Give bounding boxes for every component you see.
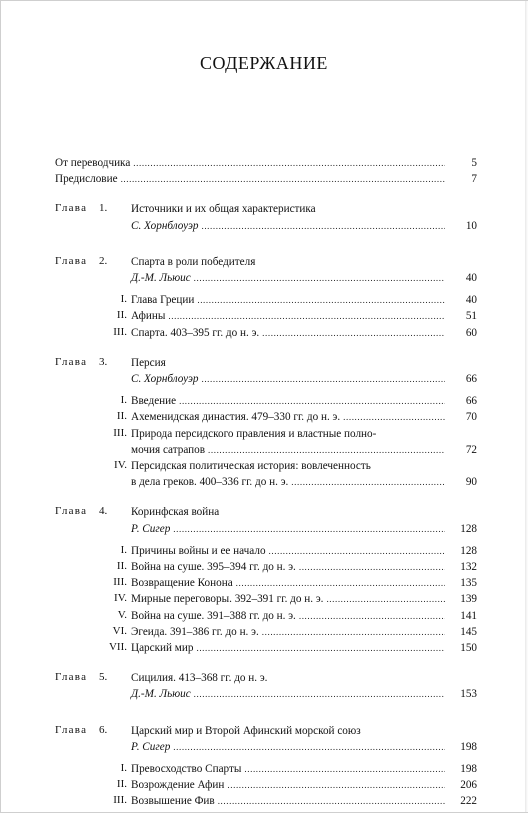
section-entry [131,778,477,792]
section-entry [131,625,477,639]
leader-dots [173,740,445,754]
chapter-number: 2. [99,254,108,267]
chapter-number: 5. [99,671,108,684]
page-number: 51 [465,310,477,323]
section-numeral: VII. [108,641,127,653]
section-entry-text: Война на суше. 391–388 гг. до н. э. [131,609,296,622]
chapter-label: Глава [55,355,88,368]
section-numeral: III. [113,426,127,439]
page-number: 198 [460,763,477,775]
chapter-label: Глава [55,505,88,518]
section-entry [131,410,477,424]
section-numeral: III. [113,576,127,589]
chapter-title: Сицилия. 413–368 гг. до н. э. [131,672,268,685]
section-numeral: VI. [112,624,127,637]
chapter-label: Глава [55,202,88,215]
chapter-number: 3. [99,355,108,368]
leader-dots [194,687,445,701]
chapter-author-text: С. Хорнблоуэр [131,373,199,385]
section-numeral: II. [116,410,127,423]
section-entry-text: мочия сатрапов [131,443,206,456]
section-entry [131,576,477,590]
leader-dots [291,475,445,489]
section-entry-line: Природа персидского правления и властные полно- [131,427,377,440]
section-numeral: I. [120,543,127,556]
page-number: 153 [460,688,477,701]
chapter-author [131,271,477,285]
page-number: 72 [465,443,477,456]
leader-dots [227,778,445,792]
page-number: 60 [465,326,477,339]
section-entry-text: Введение [131,395,177,408]
section-entry [131,641,477,655]
section-numeral: IV. [114,459,127,471]
page-number: 128 [460,544,477,557]
chapter-author-text: Р. Сигер [131,740,171,753]
page-number: 10 [465,219,477,232]
section-numeral: III. [113,325,127,338]
section-entry [131,609,477,623]
leader-dots [179,394,445,408]
leader-dots [326,592,445,606]
leader-dots [343,410,445,424]
page-number: 90 [465,476,477,489]
chapter-author [131,372,477,386]
chapter-title: Царский мир и Второй Афинский морской союз [131,724,361,737]
section-entry [131,794,477,808]
section-entry-text: Возрождение Афин [131,779,225,792]
section-numeral: III. [113,794,127,807]
section-entry-text: Мирные переговоры. 392–391 гг. до н. э. [131,593,324,606]
page-number: 132 [460,561,477,573]
leader-dots [201,219,445,233]
leader-dots [201,372,445,386]
chapter-author-text: Р. Сигер [131,522,171,535]
chapter-title: Источники и их общая характеристика [131,203,316,216]
section-entry-text: в дела греков. 400–336 гг. до н. э. [131,476,289,489]
leader-dots [299,609,445,623]
section-numeral: I. [120,762,127,774]
chapter-label: Глава [55,723,88,736]
section-entry [131,326,477,340]
leader-dots [197,293,445,307]
page-number: 128 [460,522,477,535]
page-number: 150 [460,642,477,654]
section-entry-text: Возвышение Фив [131,795,215,808]
leader-dots [173,522,445,536]
section-entry [131,544,477,558]
section-numeral: II. [116,309,127,322]
page-number: 5 [471,157,477,169]
chapter-author [131,687,477,701]
page-number: 222 [460,795,477,808]
section-numeral: V. [117,608,127,621]
section-numeral: II. [116,560,127,572]
leader-dots [133,156,445,170]
section-entry [131,592,477,606]
chapter-number: 1. [99,202,108,215]
leader-dots [299,560,445,574]
section-numeral: II. [116,778,127,791]
section-entry-text: Ахеменидская династия. 479–330 гг. до н. э. [131,411,341,424]
page-number: 139 [460,593,477,606]
page-number: 198 [460,740,477,753]
leader-dots [269,544,445,558]
leader-dots [208,443,445,457]
section-entry-text: Афины [131,310,166,323]
page-number: 40 [465,272,477,284]
page-number: 40 [465,294,477,307]
section-entry-text: Превосходство Спарты [131,763,242,775]
page-number: 66 [465,373,477,385]
section-numeral: I. [120,293,127,306]
chapter-author-text: Д.-М. Льюис [131,272,191,284]
section-entry [131,293,477,307]
section-numeral: IV. [114,592,127,605]
chapter-author [131,740,477,754]
page-number: 206 [460,779,477,792]
page-number: 141 [460,609,477,622]
section-entry-text: Война на суше. 395–394 гг. до н. э. [131,561,296,573]
section-entry [131,560,477,574]
page-number: 7 [471,173,477,186]
chapter-number: 6. [99,723,108,736]
section-entry [131,309,477,323]
section-entry-text: Спарта. 403–395 гг. до н. э. [131,326,260,339]
chapter-title: Коринфская война [131,506,220,519]
chapter-author-text: Д.-М. Льюис [131,688,191,701]
page-number: 145 [460,625,477,638]
front-matter-entry-text: От переводчика [55,157,131,169]
section-entry-text: Глава Греции [131,294,195,307]
leader-dots [218,794,445,808]
chapter-author [131,219,477,233]
chapter-author [131,522,477,536]
leader-dots [262,625,445,639]
section-entry [131,475,477,489]
leader-dots [121,172,445,186]
chapter-title: Спарта в роли победителя [131,255,256,268]
chapter-label: Глава [55,671,88,684]
leader-dots [262,326,445,340]
chapter-title: Персия [131,356,166,369]
leader-dots [194,271,445,285]
front-matter-entry-text: Предисловие [55,173,118,186]
front-matter-entry [55,156,477,170]
section-entry [131,443,477,457]
section-entry-text: Возвращение Конона [131,577,233,590]
section-entry [131,394,477,408]
page-number: 66 [465,395,477,408]
section-entry-text: Царский мир [131,642,194,654]
front-matter-entry [55,172,477,186]
section-entry-text: Эгеида. 391–386 гг. до н. э. [131,625,259,638]
chapter-author-text: С. Хорнблоуэр [131,219,199,232]
leader-dots [244,762,445,776]
section-numeral: I. [120,394,127,407]
page-title: СОДЕРЖАНИЕ [200,53,328,73]
section-entry-text: Причины войны и ее начало [131,544,266,557]
chapter-number: 4. [99,505,108,518]
leader-dots [196,641,445,655]
chapter-label: Глава [55,254,88,267]
section-entry [131,762,477,776]
leader-dots [236,576,445,590]
leader-dots [168,309,445,323]
section-entry-line: Персидская политическая история: вовлеченность [131,460,371,472]
page-number: 70 [465,411,477,424]
page-number: 135 [460,577,477,590]
